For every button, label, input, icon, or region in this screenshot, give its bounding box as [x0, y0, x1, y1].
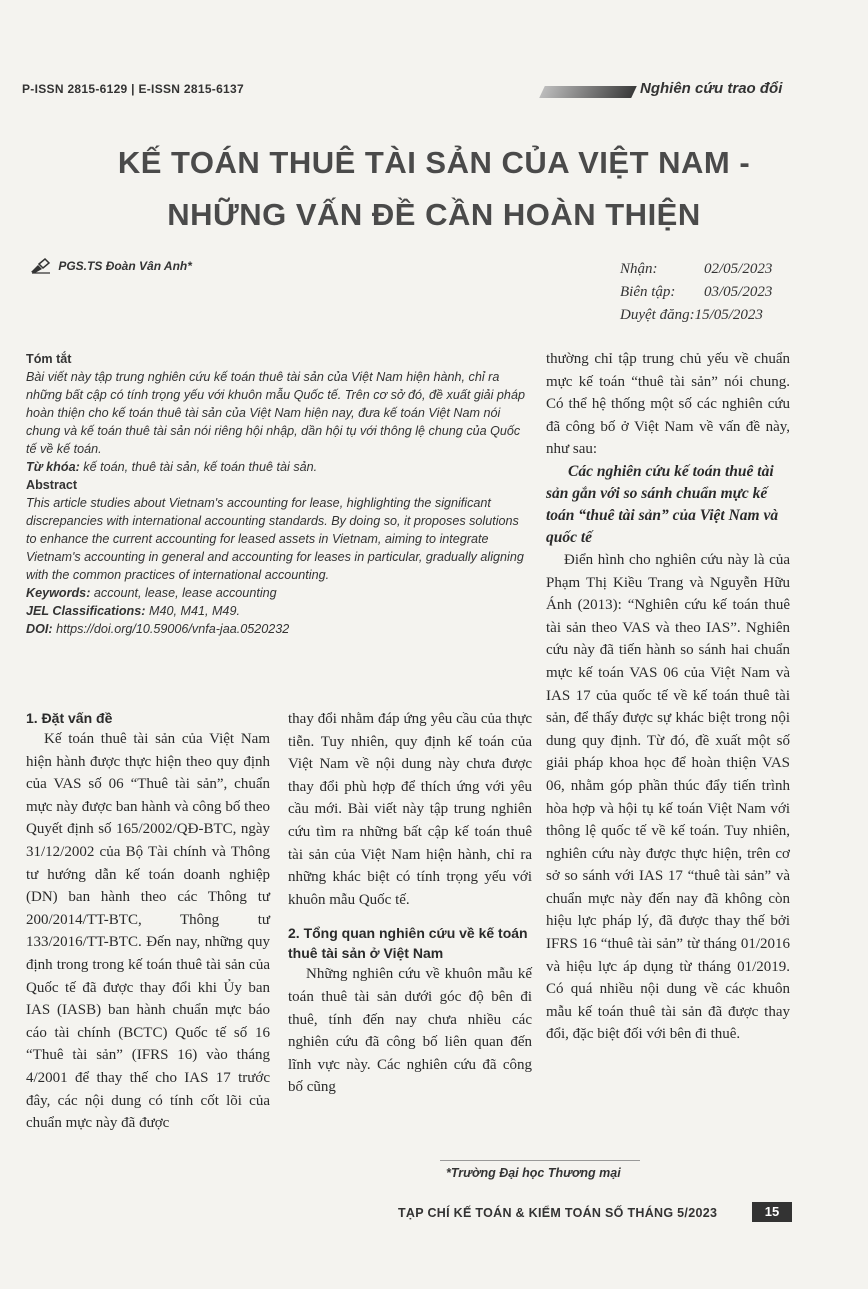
pen-icon [30, 258, 52, 274]
section-1-heading: 1. Đặt vấn đề [26, 710, 113, 726]
body-column-2 [288, 708, 532, 1099]
doi-label: DOI: [26, 622, 53, 636]
tukhoa-text: kế toán, thuê tài sản, kế toán thuê tài sản. [83, 460, 318, 474]
author-affiliation-footnote: *Trường Đại học Thương mại [446, 1166, 621, 1180]
page-number: 15 [752, 1202, 792, 1222]
column-3-paragraph-1: thường chỉ tập trung chủ yếu về chuẩn mực kế toán “thuê tài sản” nói chung. Có thể hệ thống một số các nghiên cứu đã công bố ở Việt Nam về vấn đề này, như sau: [546, 351, 790, 458]
received-date: 02/05/2023 [704, 261, 773, 277]
abstract-block [26, 350, 526, 638]
body-column-1 [26, 708, 270, 1135]
section-label: Nghiên cứu trao đổi [640, 80, 783, 97]
subsection-heading: Các nghiên cứu kế toán thuê tài sản gắn với so sánh chuẩn mực kế toán “thuê tài sản” của Việt Nam và quốc tế [546, 462, 779, 546]
edited-label: Biên tập: [620, 284, 676, 300]
section-1-paragraph: Kế toán thuê tài sản của Việt Nam hiện hành được thực hiện theo quy định của VAS số 06 “Thuê tài sản”, chuẩn mực này được ban hành và công bố theo Quyết định số 165/2002/QĐ-BTC, ngày 31/12/2002 của Bộ Tài chính và Thông tư hướng dẫn kế toán doanh nghiệp (DN) ban hành theo các Thông tư 200/2014/TT-BTC, Thông tư 133/2016/TT-BTC. Đến nay, những quy định trong trong kế toán thuê tài sản của Quốc tế đã được thay đổi khi Ủy ban IAS (IASB) ban hành chuẩn mực báo cáo tài chính (BCTC) Quốc tế số 16 “Thuê tài sản” (IFRS 16) vào tháng 4/2001 để thay thế cho IAS 17 trước đây, các nội dung có tính cốt lõi của chuẩn mực này đã được [26, 731, 270, 1132]
tukhoa-label: Từ khóa: [26, 460, 80, 474]
column-3-paragraph-2: Điển hình cho nghiên cứu này là của Phạm Thị Kiều Trang và Nguyễn Hữu Ánh (2013): “Nghiên cứu kế toán thuê tài sản theo VAS và theo IAS”. Nghiên cứu này đã tiến hành so sánh hai chuẩn mực kế toán VAS 06 của Việt Nam và IAS 17 của quốc tế về kế toán thuê tài sản, để thấy được sự khác biệt trong nội dung quy định. Từ đó, đề xuất một số giải pháp khoa học để hoàn thiện VAS 06, nhằm góp phần thúc đẩy tiến trình hòa hợp và hội tụ kế toán Việt Nam với thông lệ quốc tế về kế toán. Tuy nhiên, nghiên cứu này được thực hiện, trên cơ sở so sánh với IAS 17 “thuê tài sản” và chuẩn mực này đến nay đã không còn hiệu lực pháp lý, đã được thay thế bởi IFRS 16 “thuê tài sản” từ tháng 01/2016 và hiệu lực áp dụng từ tháng 01/2019. Có quá nhiều nội dung về các khuôn mẫu kế toán thuê tài sản đã được thay đổi, đặc biệt đối với bên đi thuê. [546, 551, 790, 1043]
dates-block [620, 258, 772, 327]
author-name: PGS.TS Đoàn Vân Anh* [58, 259, 192, 273]
received-label: Nhận: [620, 261, 658, 277]
header-decorative-bar [539, 86, 637, 98]
approved-label: Duyệt đăng: [620, 307, 695, 323]
issn-line: P-ISSN 2815-6129 | E-ISSN 2815-6137 [22, 82, 244, 96]
journal-footer: TẠP CHÍ KẾ TOÁN & KIỂM TOÁN SỐ THÁNG 5/2023 [398, 1206, 718, 1220]
tomtat-heading: Tóm tắt [26, 352, 72, 366]
section-1-paragraph-cont: thay đổi nhằm đáp ứng yêu cầu của thực tiễn. Tuy nhiên, quy định kế toán của Việt Nam về nội dung này chưa được thay đổi phù hợp để thích ứng với yêu cầu mới. Bài viết này tập trung nghiên cứu tìm ra những bất cập kế toán thuê tài sản của Việt Nam hiện hành, chỉ ra những khác biệt có tính trọng yếu với khuôn mẫu Quốc tế. [288, 711, 532, 908]
section-2-heading: 2. Tổng quan nghiên cứu về kế toán thuê tài sản ở Việt Nam [288, 925, 528, 962]
keywords-text: account, lease, lease accounting [93, 586, 277, 600]
tomtat-text: Bài viết này tập trung nghiên cứu kế toán thuê tài sản của Việt Nam hiện hành, chỉ ra những bất cập có tính trọng yếu với khuôn mẫu Quốc tế. Trên cơ sở đó, đề xuất giải pháp hoàn thiện cho kế toán thuê tài sản của Việt Nam hiện nay, đưa kế toán Việt Nam nói chung và kế toán thuê tài sản nói riêng hội nhập, dần hội tụ với thông lệ chung của Quốc tế về kế toán. [26, 370, 525, 456]
jel-label: JEL Classifications: [26, 604, 146, 618]
title-line-1: KẾ TOÁN THUÊ TÀI SẢN CỦA VIỆT NAM - [117, 145, 751, 180]
edited-date: 03/05/2023 [704, 284, 773, 300]
body-column-3 [546, 348, 790, 1046]
title-line-2: NHỮNG VẤN ĐỀ CẦN HOÀN THIỆN [167, 197, 701, 232]
footnote-divider [440, 1160, 640, 1161]
doi-link[interactable]: https://doi.org/10.59006/vnfa-jaa.0520232 [56, 622, 290, 636]
section-2-paragraph: Những nghiên cứu về khuôn mẫu kế toán thuê tài sản dưới góc độ bên đi thuê, tính đến nay chưa nhiều các nghiên cứu đã công bố liên quan đến lĩnh vực này. Các nghiên cứu đã công bố cũng [288, 966, 532, 1096]
abstract-text: This article studies about Vietnam's accounting for lease, highlighting the significant discrepancies with international accounting standards. By doing so, it proposes solutions to enhance the current accounting for leased assets in Vietnam, aiming to integrate Vietnam's accounting in general and accounting for leases in particular, gradually aligning with the common practices of international accounting. [26, 496, 524, 582]
author-line [30, 258, 192, 274]
keywords-label: Keywords: [26, 586, 91, 600]
abstract-heading: Abstract [26, 478, 78, 492]
jel-text: M40, M41, M49. [148, 604, 240, 618]
approved-date: 15/05/2023 [694, 307, 763, 323]
